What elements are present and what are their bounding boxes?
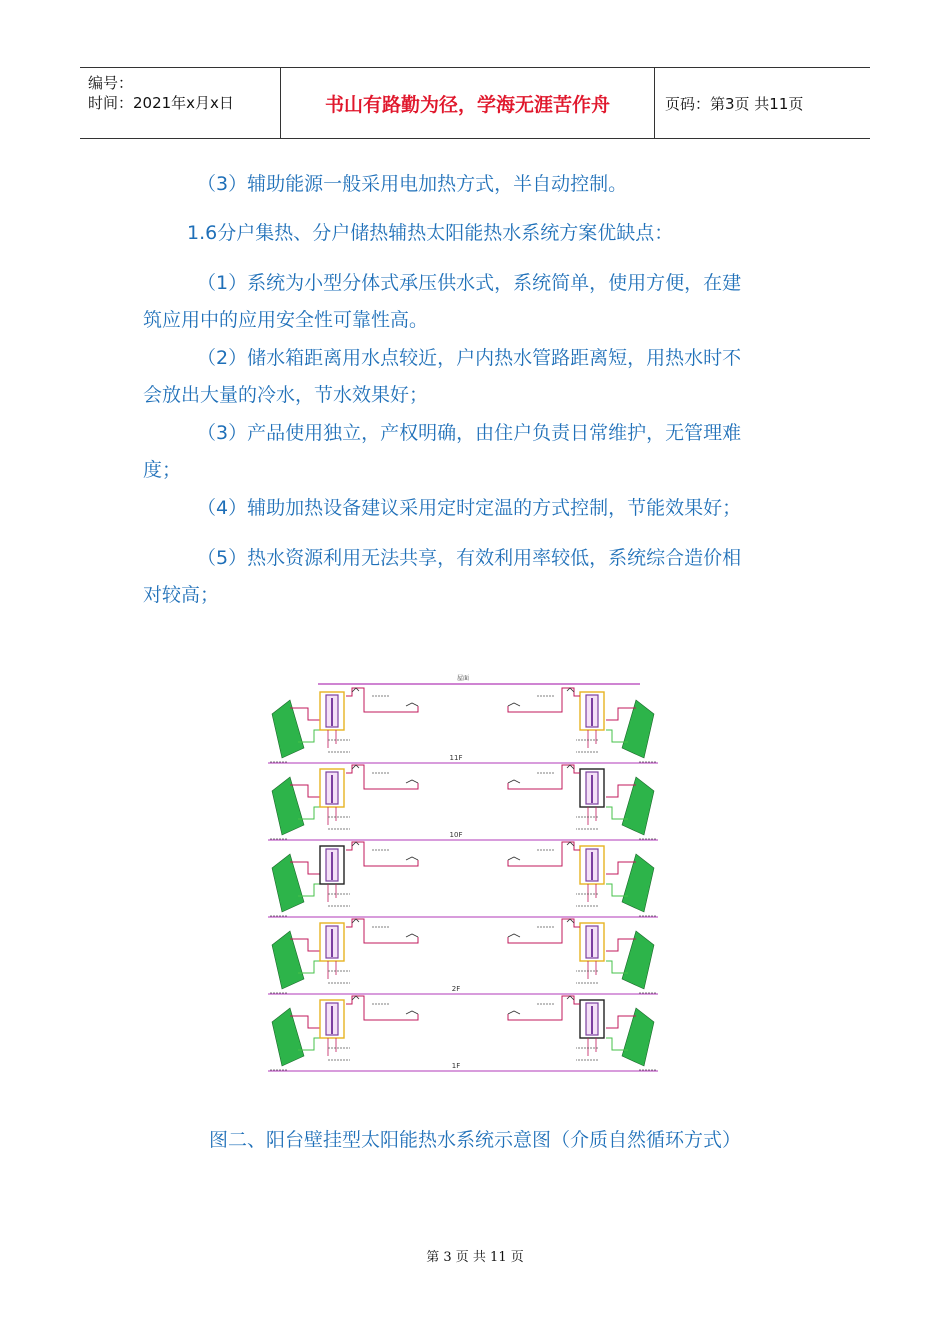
- floor-label: 1F: [451, 1062, 461, 1070]
- section-heading: 1.6分户集热、分户储热辅热太阳能热水系统方案优缺点：: [187, 222, 674, 244]
- code-label: 编号：: [88, 74, 134, 92]
- item-5-line-1: （5）热水资源利用无法共享，有效利用率较低，系统综合造价相: [197, 547, 742, 569]
- list-item: [143, 490, 813, 527]
- faucet-icon: [567, 842, 574, 846]
- supply-pipe: [508, 996, 580, 1020]
- supply-pipe: [508, 688, 580, 712]
- supply-pipe: [508, 842, 580, 866]
- paragraph-aux-energy: （3）辅助能源一般采用电加热方式，半自动控制。: [197, 173, 628, 195]
- shower-icon: [508, 857, 520, 860]
- item-2-line-2: 会放出大量的冷水，节水效果好；: [143, 384, 429, 406]
- shower-icon: [508, 703, 520, 706]
- solar-collector-icon: [622, 854, 654, 912]
- shower-icon: [406, 780, 418, 783]
- item-1-line-1: （1）系统为小型分体式承压供水式，系统简单，使用方便，在建: [197, 272, 742, 294]
- list-item: [143, 265, 813, 339]
- solar-collector-icon: [272, 931, 304, 989]
- floor-label: 2F: [451, 985, 461, 993]
- faucet-icon: [352, 919, 359, 923]
- faucet-icon: [567, 765, 574, 769]
- supply-pipe: [346, 765, 418, 789]
- shower-icon: [508, 780, 520, 783]
- faucet-icon: [352, 996, 359, 1000]
- solar-collector-icon: [622, 1008, 654, 1066]
- item-1-line-2: 筑应用中的应用安全性可靠性高。: [143, 309, 429, 331]
- list-item: [143, 415, 813, 489]
- shower-icon: [406, 934, 418, 937]
- supply-pipe: [508, 765, 580, 789]
- shower-icon: [406, 703, 418, 706]
- solar-collector-icon: [622, 931, 654, 989]
- floors-group: [268, 688, 658, 1071]
- floor-label: 11F: [449, 754, 463, 762]
- item-3-line-1: （3）产品使用独立，产权明确，由住户负责日常维护，无管理难: [197, 422, 742, 444]
- shower-icon: [508, 1011, 520, 1014]
- solar-collector-icon: [622, 777, 654, 835]
- item-3-line-2: 度；: [143, 459, 182, 481]
- faucet-icon: [352, 842, 359, 846]
- list-item: [143, 540, 813, 614]
- list-item: [143, 340, 813, 414]
- shower-icon: [406, 1011, 418, 1014]
- section-heading-wrap: [143, 215, 813, 252]
- item-4-line-1: （4）辅助加热设备建议采用定时定温的方式控制，节能效果好；: [197, 497, 742, 519]
- page-header: [80, 67, 870, 139]
- supply-pipe: [346, 842, 418, 866]
- shower-icon: [508, 934, 520, 937]
- solar-collector-icon: [622, 700, 654, 758]
- body-text: [143, 166, 813, 203]
- faucet-icon: [352, 765, 359, 769]
- faucet-icon: [567, 688, 574, 692]
- header-page-info: 页码：第3页 共11页: [665, 94, 804, 113]
- floor-label: 10F: [449, 831, 463, 839]
- roof-label: 屋面: [456, 675, 470, 682]
- item-2-line-1: （2）储水箱距离用水点较近，户内热水管路距离短，用热水时不: [197, 347, 742, 369]
- solar-collector-icon: [272, 777, 304, 835]
- supply-pipe: [346, 996, 418, 1020]
- supply-pipe: [508, 919, 580, 943]
- solar-collector-icon: [272, 854, 304, 912]
- supply-pipe: [346, 688, 418, 712]
- page-footer: 第 3 页 共 11 页: [426, 1250, 524, 1265]
- solar-collector-icon: [272, 1008, 304, 1066]
- item-5-line-2: 对较高；: [143, 584, 220, 606]
- header-meta: [80, 68, 280, 138]
- time-label: 时间：2021年x月x日: [88, 94, 234, 112]
- figure-caption: 图二、阳台壁挂型太阳能热水系统示意图（介质自然循环方式）: [208, 1129, 741, 1151]
- faucet-icon: [567, 919, 574, 923]
- solar-collector-icon: [272, 700, 304, 758]
- shower-icon: [406, 857, 418, 860]
- solar-system-diagram: [268, 672, 658, 1080]
- faucet-icon: [567, 996, 574, 1000]
- faucet-icon: [352, 688, 359, 692]
- supply-pipe: [346, 919, 418, 943]
- diagram-svg: [268, 672, 658, 1080]
- header-motto: 书山有路勤为径，学海无涯苦作舟: [280, 68, 655, 138]
